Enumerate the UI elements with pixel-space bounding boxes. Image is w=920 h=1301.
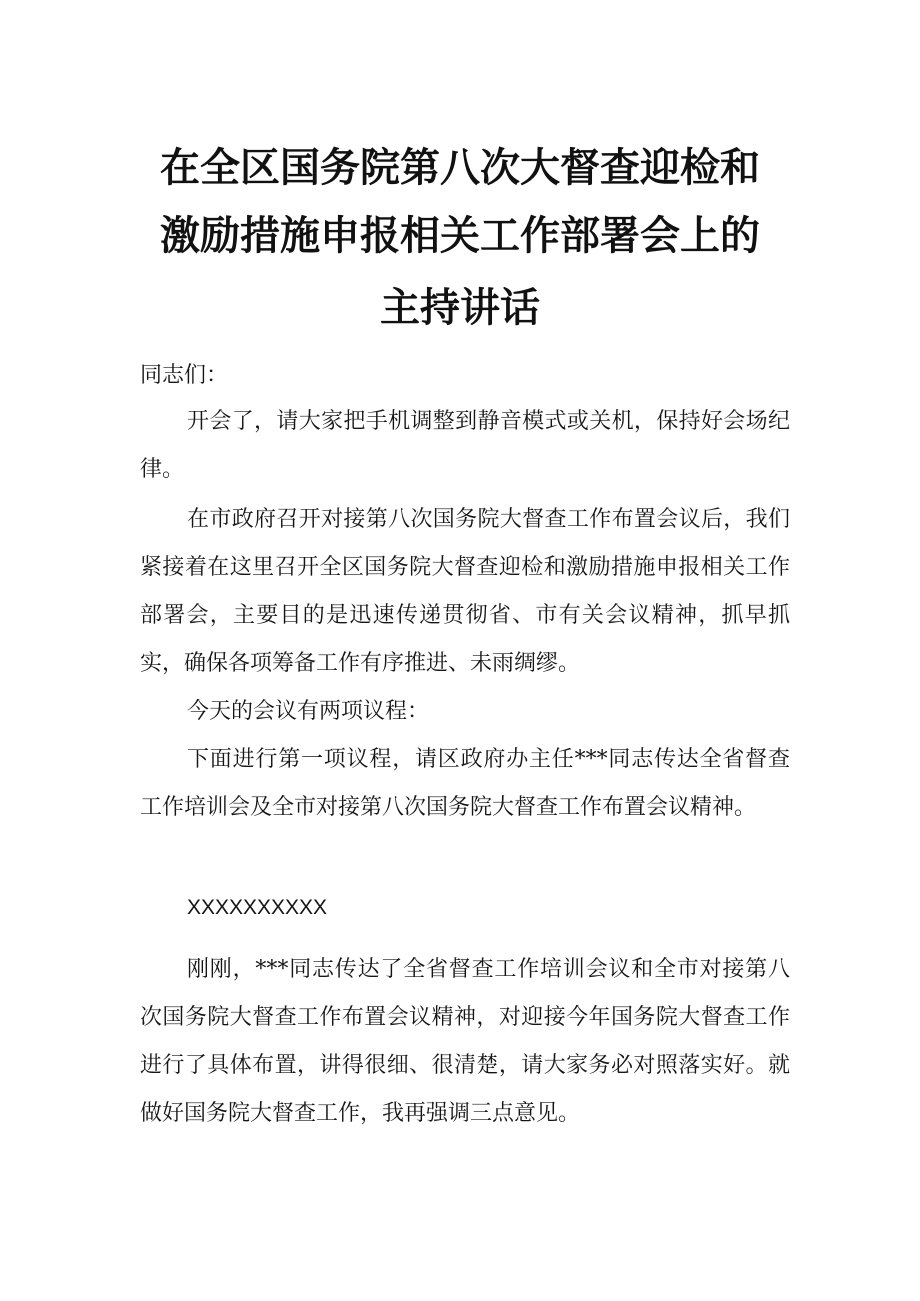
title-line-2: 激励措施申报相关工作部署会上的: [160, 213, 760, 259]
paragraph-purpose: 在市政府召开对接第八次国务院大督查工作布置会议后，我们紧接着在这里召开全区国务院大督查迎检和激励措施申报相关工作部署会，主要目的是迅速传递贯彻省、市有关会议精神，抓早抓实，确保各项筹备工作有序推进、未雨绸缪。: [140, 507, 790, 676]
paragraph-first-item: 下面进行第一项议程，请区政府办主任***同志传达全省督查工作培训会及全市对接第八次国务院大督查工作布置会议精神。: [140, 747, 790, 820]
paragraph-closing: 刚刚，***同志传达了全省督查工作培训会议和全市对接第八次国务院大督查工作布置会议精神，对迎接今年国务院大督查工作进行了具体布置，讲得很细、很清楚，请大家务必对照落实好。就做好国务院大督查工作，我再强调三点意见。: [140, 957, 790, 1126]
placeholder-text: XXXXXXXXXX: [187, 896, 328, 919]
salutation: 同志们：: [140, 363, 229, 388]
paragraph-discipline: 开会了，请大家把手机调整到静音模式或关机，保持好会场纪律。: [140, 409, 790, 482]
paragraph-agenda: 今天的会议有两项议程：: [187, 699, 430, 724]
title-line-3: 主持讲话: [380, 285, 540, 331]
title-line-1: 在全区国务院第八次大督查迎检和: [160, 145, 760, 191]
